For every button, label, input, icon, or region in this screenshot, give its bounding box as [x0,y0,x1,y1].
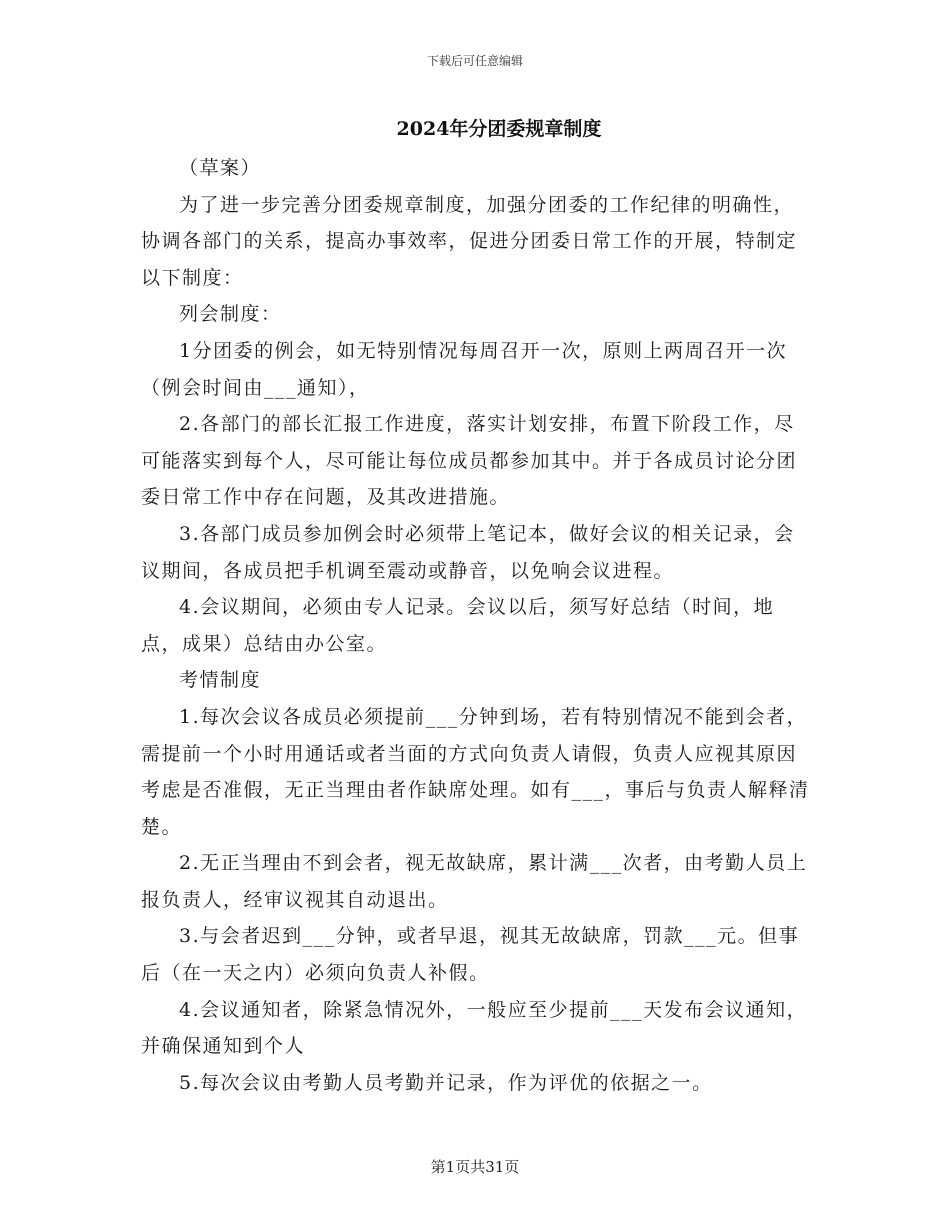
attendance-rule-5: 5.每次会议由考勤人员考勤并记录，作为评优的依据之一。 [179,1071,713,1094]
attendance-rule-1: 1.每次会议各成员必须提前___分钟到场，若有特别情况不能到会者，需提前一个小时用通话或者当面的方式向负责人请假，负责人应视其原因考虑是否准假，无正当理由者作缺席处理。如有___，事后与负责人解释清楚。 [141,705,810,838]
document-body [141,150,813,1101]
section-heading-meeting: 列会制度： [179,303,282,326]
paragraph-draft-note: （草案） [179,157,262,179]
attendance-rule-3: 3.与会者迟到___分钟，或者早退，视其无故缺席，罚款___元。但事后（在一天之内）必须向负责人补假。 [141,925,800,985]
meeting-rule-2: 2.各部门的部长汇报工作进度，落实计划安排，布置下阶段工作，尽可能落实到每个人，尽可能让每位成员都参加其中。并于各成员讨论分团委日常工作中存在问题，及其改进措施。 [141,413,798,509]
attendance-rule-4: 4.会议通知者，除紧急情况外，一般应至少提前___天发布会议通知，并确保通知到个人 [141,998,808,1058]
meeting-rule-3: 3.各部门成员参加例会时必须带上笔记本，做好会议的相关记录，会议期间，各成员把手机调至震动或静音，以免响会议进程。 [141,522,795,582]
meeting-rule-4: 4.会议期间，必须由专人记录。会议以后，须写好总结（时间，地点，成果）总结由办公室。 [141,596,775,655]
page-footer: 第1页共31页 [430,1158,520,1176]
meeting-rule-1: 1分团委的例会，如无特别情况每周召开一次，原则上两周召开一次（例会时间由___通知）， [141,339,788,399]
paragraph-intro: 为了进一步完善分团委规章制度，加强分团委的工作纪律的明确性，协调各部门的关系，提高办事效率，促进分团委日常工作的开展，特制定以下制度： [141,193,798,289]
page-header: 下载后可任意编辑 [426,54,523,68]
document-title: 2024年分团委规章制度 [396,118,602,140]
section-heading-attendance: 考情制度 [179,669,262,692]
attendance-rule-2: 2.无正当理由不到会者，视无故缺席，累计满___次者，由考勤人员上报负责人，经审议视其自动退出。 [141,852,808,911]
